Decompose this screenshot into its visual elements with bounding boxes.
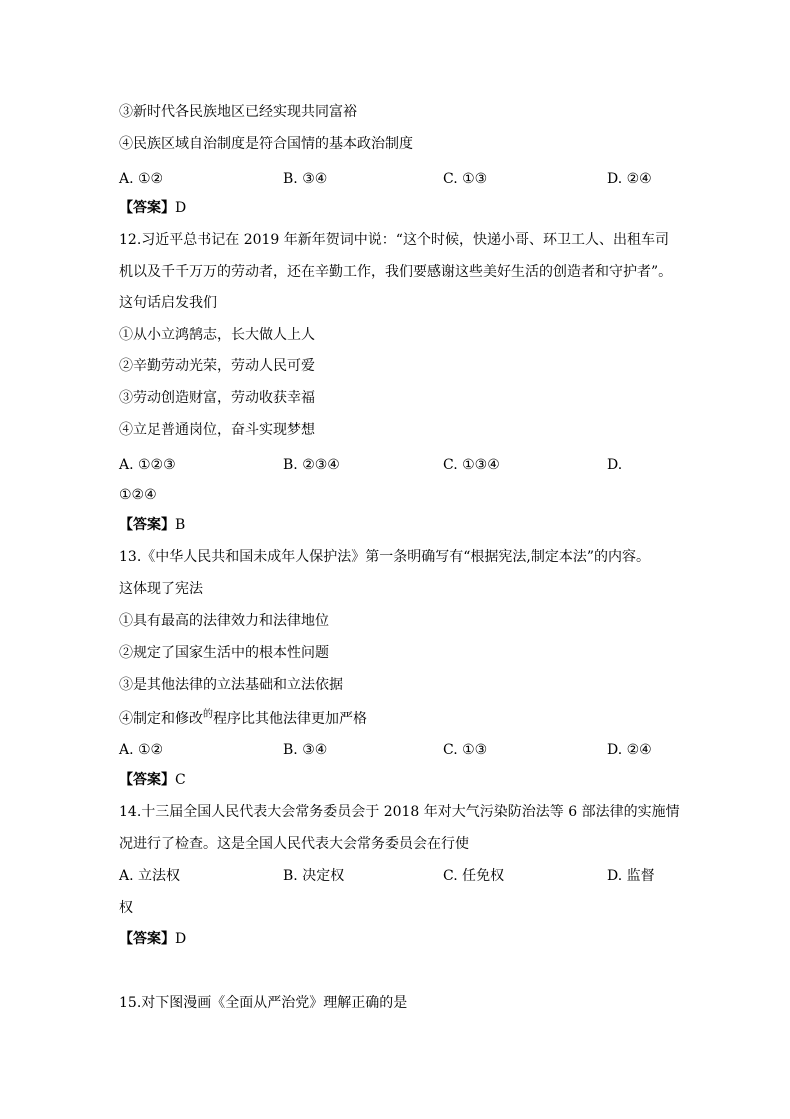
q12-stem-line-2: 机以及千千万万的劳动者，还在辛勤工作，我们要感谢这些美好生活的创造者和守护者”。	[119, 264, 673, 280]
q12-option-d-wrap: ①②④	[119, 487, 157, 503]
q14-stem-line-1: 14.十三届全国人民代表大会常务委员会于 2018 年对大气污染防治法等 6 部法律的实施情	[119, 804, 680, 820]
q12-item-3: ③劳动创造财富，劳动收获幸福	[119, 390, 315, 406]
q13-item-4-superscript: 的	[203, 709, 213, 720]
q13-item-1: ①具有最高的法律效力和法律地位	[119, 613, 329, 629]
q15-stem-line-1: 15.对下图漫画《全面从严治党》理解正确的是	[119, 995, 408, 1011]
q11-option-a: A. ①②	[119, 171, 164, 187]
answer-value: C	[175, 772, 186, 788]
answer-label: 【答案】	[119, 772, 175, 788]
q13-option-c: C. ①③	[443, 742, 488, 758]
answer-label: 【答案】	[119, 931, 175, 947]
q13-item-4	[119, 709, 367, 731]
q12-stem-line-3: 这句话启发我们	[119, 295, 217, 311]
q12-item-2: ②辛勤劳动光荣，劳动人民可爱	[119, 358, 315, 374]
q13-item-3: ③是其他法律的立法基础和立法依据	[119, 677, 343, 693]
q14-option-d-wrap: 权	[119, 900, 133, 916]
q11-option-d: D. ②④	[607, 171, 652, 187]
q13-option-b: B. ③④	[283, 742, 328, 758]
q13-item-2: ②规定了国家生活中的根本性问题	[119, 645, 329, 661]
q11-answer	[119, 198, 186, 218]
q12-option-a: A. ①②③	[119, 457, 176, 473]
q13-item-4-part-2: 程序比其他法律更加严格	[213, 711, 367, 727]
answer-value: D	[175, 200, 187, 216]
q14-option-b: B. 决定权	[283, 868, 345, 884]
q12-option-d: D.	[607, 457, 623, 473]
q11-option-b: B. ③④	[283, 171, 328, 187]
q13-item-4-part-1: ④制定和修改	[119, 711, 203, 727]
q14-option-d: D. 监督	[607, 868, 655, 884]
q12-item-1: ①从小立鸿鹄志，长大做人上人	[119, 327, 315, 343]
q12-answer	[119, 515, 185, 535]
q14-answer	[119, 929, 186, 949]
q12-stem-line-1: 12.习近平总书记在 2019 年新年贺词中说：“这个时候，快递小哥、环卫工人、出租车司	[119, 232, 669, 248]
q12-option-b: B. ②③④	[283, 457, 340, 473]
q13-option-d: D. ②④	[607, 742, 652, 758]
q11-item-4: ④民族区域自治制度是符合国情的基本政治制度	[119, 136, 413, 152]
q12-item-4: ④立足普通岗位，奋斗实现梦想	[119, 422, 315, 438]
q13-answer	[119, 770, 186, 790]
q14-option-c: C. 任免权	[443, 868, 505, 884]
answer-label: 【答案】	[119, 517, 175, 533]
answer-value: D	[175, 931, 187, 947]
q11-item-3: ③新时代各民族地区已经实现共同富裕	[119, 104, 357, 120]
q12-option-c: C. ①③④	[443, 457, 500, 473]
q14-stem-line-2: 况进行了检查。这是全国人民代表大会常务委员会在行使	[119, 836, 469, 852]
q11-option-c: C. ①③	[443, 171, 488, 187]
q13-option-a: A. ①②	[119, 742, 164, 758]
answer-label: 【答案】	[119, 200, 175, 216]
q13-stem-line-1: 13.《中华人民共和国未成年人保护法》第一条明确写有“根据宪法,制定本法”的内容。	[119, 549, 651, 565]
q13-stem-line-2: 这体现了宪法	[119, 581, 203, 597]
answer-value: B	[175, 517, 186, 533]
q14-option-a: A. 立法权	[119, 868, 181, 884]
